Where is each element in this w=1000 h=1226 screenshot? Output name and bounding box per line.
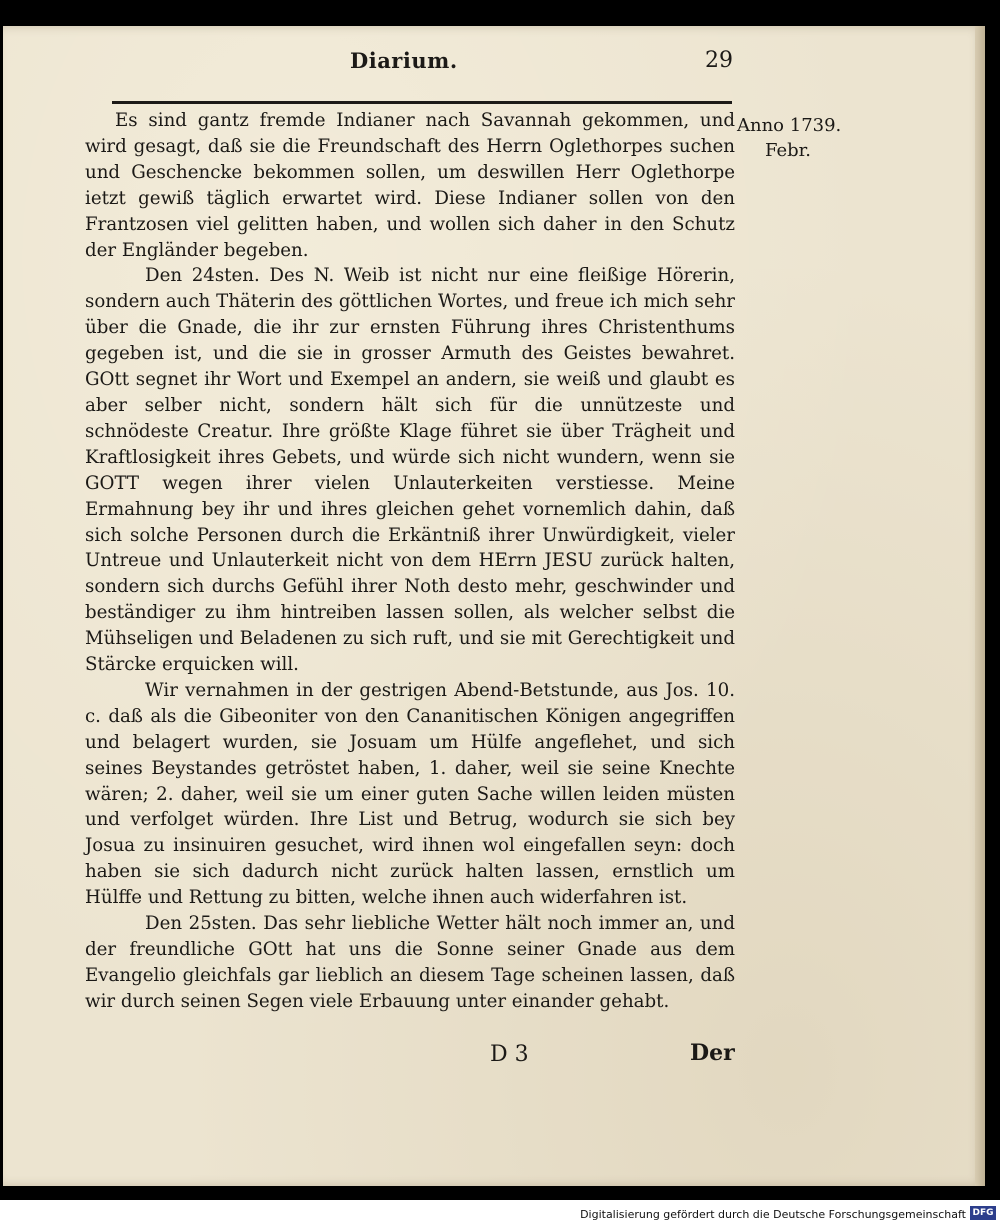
- page-edge: [975, 26, 985, 1186]
- page-number: 29: [705, 48, 733, 73]
- marginal-note: [737, 113, 857, 163]
- running-head: Diarium.: [350, 48, 458, 73]
- header-rule: [112, 101, 732, 104]
- paragraph-1: Es sind gantz fremde Indianer nach Savannah gekommen, und wird gesagt, daß sie die Freundschaft des Herrn Oglethorpes suchen und Geschencke bekommen sollen, um deswillen Herr Oglethorpe ietzt gewiß täglich erwartet wird. Diese Indianer sollen von den Frantzosen viel gelitten haben, und wollen sich daher in den Schutz der Engländer begeben.: [85, 110, 735, 261]
- digitization-credit: Digitalisierung gefördert durch die Deutsche Forschungsgemeinschaft: [580, 1208, 966, 1221]
- paragraph-4: Den 25sten. Das sehr liebliche Wetter hält noch immer an, und der freundliche GOtt hat uns die Sonne seiner Gnade aus dem Evangelio gleichfals gar lieblich an diesem Tage scheinen lassen, daß wir durch seinen Segen viele Erbauung unter einander gehabt.: [85, 913, 735, 1012]
- marginal-year: Anno 1739.: [737, 115, 842, 136]
- dfg-logo: DFG: [970, 1206, 996, 1220]
- catchword: Der: [690, 1040, 735, 1066]
- page-header: [350, 48, 745, 82]
- marginal-month: Febr.: [765, 140, 812, 161]
- paragraph-3: Wir vernahmen in der gestrigen Abend-Betstunde, aus Jos. 10. c. daß als die Gibeoniter von den Cananitischen Königen angegriffen und belagert wurden, sie Josuam um Hülfe angeflehet, und sich seines Beystandes getröstet haben, 1. daher, weil sie seine Knechte wären; 2. daher, weil sie um einer guten Sache willen leiden müsten und verfolget würden. Ihre List und Betrug, wodurch sie sich bey Josua zu insinuiren gesuchet, wird ihnen wol eingefallen seyn: doch haben sie sich dadurch nicht zurück halten lassen, ernstlich um Hülffe und Rettung zu bitten, welche ihnen auch widerfahren ist.: [85, 679, 735, 909]
- signature-mark: D 3: [490, 1042, 529, 1067]
- paragraph-2: Den 24sten. Des N. Weib ist nicht nur eine fleißige Hörerin, sondern auch Thäterin des göttlichen Wortes, und freue ich mich sehr über die Gnade, die ihr zur ernsten Führung ihres Christenthums gegeben ist, und die sie in grosser Armuth des Geistes bewahret. GOtt segnet ihr Wort und Exempel an andern, sie weiß und glaubt es aber selber nicht, sondern hält sich für die unnützeste und schnödeste Creatur. Ihre größte Klage führet sie über Trägheit und Kraftlosigkeit ihres Gebets, und würde sich nicht wundern, wenn sie GOTT wegen ihrer vielen Unlauterkeiten verstiesse. Meine Ermahnung bey ihr und ihres gleichen gehet vornemlich dahin, daß sich solche Personen durch die Erkäntniß ihrer Unwürdigkeit, vieler Untreue und Unlauterkeit nicht von dem HErrn JESU zurück halten, sondern sich durchs Gefühl ihrer Noth desto mehr, geschwinder und beständiger zu ihm hintreiben lassen sollen, als welcher selbst die Mühseligen und Beladenen zu sich ruft, und sie mit Gerechtigkeit und Stärcke erquicken will.: [85, 265, 735, 676]
- body-text: [85, 108, 735, 1015]
